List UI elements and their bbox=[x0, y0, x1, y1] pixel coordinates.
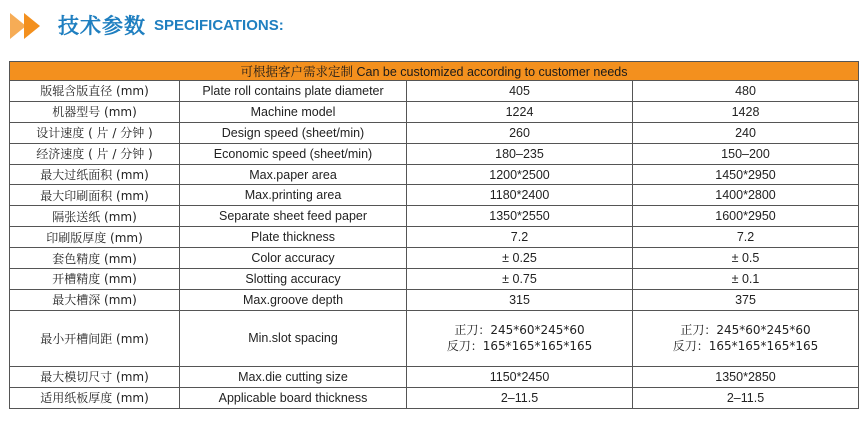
specifications-table bbox=[9, 61, 859, 409]
value-model-2 bbox=[633, 310, 859, 366]
table-row bbox=[10, 185, 859, 206]
param-name-cn: 最小开槽间距 (mm) bbox=[10, 310, 180, 366]
table-row bbox=[10, 81, 859, 102]
customization-banner-row bbox=[10, 62, 859, 81]
value-model-1: 1224 bbox=[407, 101, 633, 122]
param-name-cn: 最大过纸面积 (mm) bbox=[10, 164, 180, 185]
value-model-2: 7.2 bbox=[633, 227, 859, 248]
value-model-1: 1200*2500 bbox=[407, 164, 633, 185]
value-model-2: 1600*2950 bbox=[633, 206, 859, 227]
value-model-1: 1350*2550 bbox=[407, 206, 633, 227]
value-model-2: 1450*2950 bbox=[633, 164, 859, 185]
param-name-en: Applicable board thickness bbox=[180, 387, 407, 408]
table-row bbox=[10, 206, 859, 227]
slot-spacing-line1: 正刀：245*60*245*60 bbox=[454, 323, 585, 338]
value-model-1: 1150*2450 bbox=[407, 366, 633, 387]
section-header bbox=[8, 8, 284, 42]
value-model-2: ± 0.1 bbox=[633, 269, 859, 290]
param-name-en: Min.slot spacing bbox=[180, 310, 407, 366]
param-name-en: Color accuracy bbox=[180, 248, 407, 269]
param-name-cn: 最大模切尺寸 (mm) bbox=[10, 366, 180, 387]
param-name-en: Max.printing area bbox=[180, 185, 407, 206]
value-model-2: 1350*2850 bbox=[633, 366, 859, 387]
value-model-1: 1180*2400 bbox=[407, 185, 633, 206]
param-name-en: Slotting accuracy bbox=[180, 269, 407, 290]
double-chevron-icon bbox=[8, 10, 50, 40]
param-name-cn: 印刷版厚度 (mm) bbox=[10, 227, 180, 248]
table-row bbox=[10, 164, 859, 185]
value-model-1: ± 0.25 bbox=[407, 248, 633, 269]
value-model-2: 480 bbox=[633, 81, 859, 102]
value-model-2: 150–200 bbox=[633, 143, 859, 164]
param-name-en: Plate roll contains plate diameter bbox=[180, 81, 407, 102]
param-name-en: Max.paper area bbox=[180, 164, 407, 185]
value-model-2: 1400*2800 bbox=[633, 185, 859, 206]
table-row bbox=[10, 289, 859, 310]
value-model-1: 180–235 bbox=[407, 143, 633, 164]
table-row bbox=[10, 387, 859, 408]
section-title-en: SPECIFICATIONS: bbox=[154, 16, 284, 34]
param-name-cn: 版辊含版直径 (mm) bbox=[10, 81, 180, 102]
value-model-1: 405 bbox=[407, 81, 633, 102]
value-model-1: 2–11.5 bbox=[407, 387, 633, 408]
table-row bbox=[10, 101, 859, 122]
param-name-cn: 套色精度 (mm) bbox=[10, 248, 180, 269]
param-name-en: Design speed (sheet/min) bbox=[180, 122, 407, 143]
value-model-2: ± 0.5 bbox=[633, 248, 859, 269]
value-model-2: 375 bbox=[633, 289, 859, 310]
table-row bbox=[10, 269, 859, 290]
value-model-1: ± 0.75 bbox=[407, 269, 633, 290]
param-name-cn: 最大槽深 (mm) bbox=[10, 289, 180, 310]
param-name-en: Plate thickness bbox=[180, 227, 407, 248]
param-name-en: Separate sheet feed paper bbox=[180, 206, 407, 227]
param-name-cn: 最大印刷面积 (mm) bbox=[10, 185, 180, 206]
param-name-cn: 设计速度 ( 片 / 分钟 ) bbox=[10, 122, 180, 143]
param-name-cn: 经济速度 ( 片 / 分钟 ) bbox=[10, 143, 180, 164]
table-row bbox=[10, 227, 859, 248]
value-model-1: 260 bbox=[407, 122, 633, 143]
table-row-slot-spacing bbox=[10, 310, 859, 366]
table-row bbox=[10, 143, 859, 164]
value-model-1 bbox=[407, 310, 633, 366]
slot-spacing-line2: 反刀：165*165*165*165 bbox=[672, 339, 819, 354]
table-row bbox=[10, 366, 859, 387]
value-model-2: 240 bbox=[633, 122, 859, 143]
param-name-en: Economic speed (sheet/min) bbox=[180, 143, 407, 164]
value-model-1: 315 bbox=[407, 289, 633, 310]
value-model-2: 1428 bbox=[633, 101, 859, 122]
param-name-cn: 适用纸板厚度 (mm) bbox=[10, 387, 180, 408]
table-row bbox=[10, 248, 859, 269]
slot-spacing-line1: 正刀：245*60*245*60 bbox=[680, 323, 811, 338]
value-model-2: 2–11.5 bbox=[633, 387, 859, 408]
param-name-en: Max.groove depth bbox=[180, 289, 407, 310]
slot-spacing-line2: 反刀：165*165*165*165 bbox=[446, 339, 593, 354]
param-name-cn: 隔张送纸 (mm) bbox=[10, 206, 180, 227]
param-name-cn: 机器型号 (mm) bbox=[10, 101, 180, 122]
section-title-cn: 技术参数 bbox=[58, 14, 146, 38]
value-model-1: 7.2 bbox=[407, 227, 633, 248]
customization-banner: 可根据客户需求定制 Can be customized according to customer needs bbox=[10, 62, 859, 81]
param-name-en: Machine model bbox=[180, 101, 407, 122]
param-name-en: Max.die cutting size bbox=[180, 366, 407, 387]
table-row bbox=[10, 122, 859, 143]
param-name-cn: 开槽精度 (mm) bbox=[10, 269, 180, 290]
